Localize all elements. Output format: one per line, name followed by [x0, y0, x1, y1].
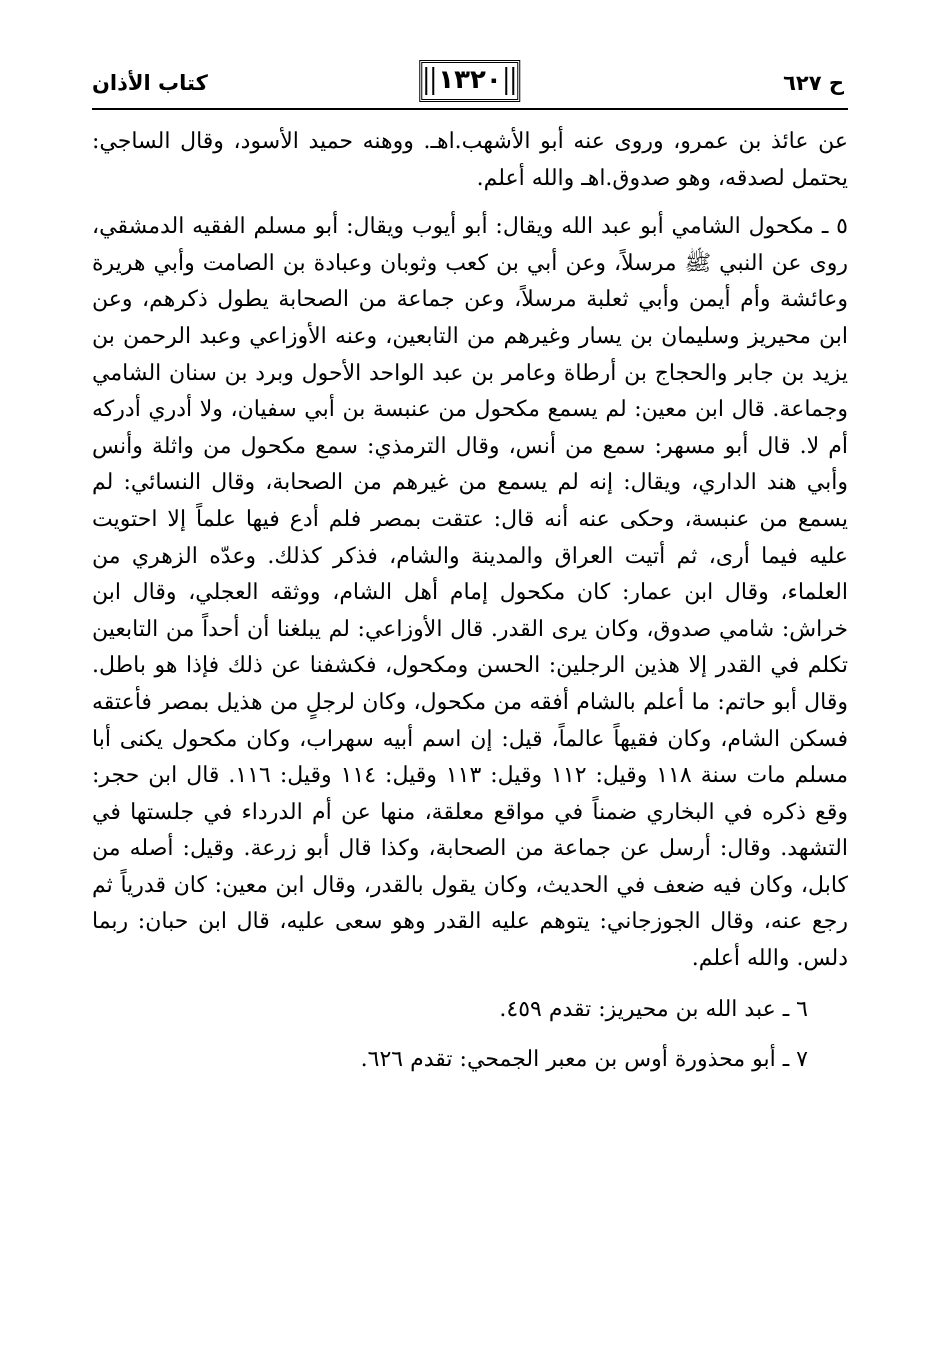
- volume-page-number: ح ٦٢٧: [783, 71, 844, 95]
- narrator-entry-6: ٦ ـ عبد الله بن محيريز: تقدم ٤٥٩.: [499, 996, 808, 1022]
- paragraph-continuation: عن عائذ بن عمرو، وروى عنه أبو الأشهب.اهـ. ووهنه حميد الأسود، وقال الساجي: يحتمل لصدقه، وهو صدوق.اهـ والله أعلم.: [92, 129, 848, 191]
- narrator-entry-7: ٧ ـ أبو محذورة أوس بن معبر الجمحي: تقدم ٦٢٦.: [360, 1047, 808, 1073]
- hadith-number-frame: ١٣٢٠: [419, 60, 520, 102]
- narrator-entry-5: ٥ ـ مكحول الشامي أبو عبد الله ويقال: أبو أيوب ويقال: أبو مسلم الفقيه الدمشقي، روى عن النبي ﷺ مرسلاً، وعن أبي بن كعب وثوبان وعبادة بن الصامت وأبي هريرة وعائشة وأم أيمن وأبي ثعلبة مرسلاً، وعن جماعة من الصحابة يطول ذكرهم، وعن ابن محيريز وسليمان بن يسار وغيرهم من التابعين، وعنه الأوزاعي وعبد الرحمن بن يزيد بن جابر والحجاج بن أرطاة وعامر بن عبد الواحد الأحول وبرد بن سنان الشامي وجماعة. قال ابن معين: لم يسمع مكحول من عنبسة بن أبي سفيان، ولا أدري أدركه أم لا. قال أبو مسهر: سمع من أنس، وقال الترمذي: سمع مكحول من واثلة وأنس وأبي هند الداري، ويقال: إنه لم يسمع من غيرهم من الصحابة، وقال النسائي: لم يسمع من عنبسة، وحكى عنه أنه قال: عتقت بمصر فلم أدع فيها علماً إلا احتويت عليه فيما أرى، ثم أتيت العراق والمدينة والشام، فذكر كذلك. وعدّه الزهري من العلماء، وقال ابن عمار: كان مكحول إمام أهل الشام، ووثقه العجلي، وقال ابن خراش: شامي صدوق، وكان يرى القدر. قال الأوزاعي: لم يبلغنا أن أحداً من التابعين تكلم في القدر إلا هذين الرجلين: الحسن ومكحول، فكشفنا عن ذلك فإذا هو باطل. وقال أبو حاتم: ما أعلم بالشام أفقه من مكحول، وكان لرجلٍ من هذيل بمصر فأعتقه فسكن الشام، وكان فقيهاً عالماً، قيل: إن اسم أبيه سهراب، وكان مكحول يكنى أبا مسلم مات سنة ١١٨ وقيل: ١١٢ وقيل: ١١٣ وقيل: ١١٤ وقيل: ١١٦. قال ابن حجر: وقع ذكره في البخاري ضمناً في مواقع معلقة، منها عن أم الدرداء في جلستها في التشهد. وقال: أرسل عن جماعة من الصحابة، وكذا قال أبو زرعة. وقيل: أصله من كابل، وكان فيه ضعف في الحديث، وكان يقول بالقدر، وقال ابن معين: كان قدرياً ثم رجع عنه، وقال الجوزجاني: يتوهم عليه القدر وهو سعى عليه، قال ابن حبان: ربما دلس. والله أعلم.: [92, 214, 848, 972]
- page-header: [92, 58, 848, 108]
- book-title: كتاب الأذان: [92, 71, 208, 95]
- book-page: [92, 58, 848, 1318]
- page-body: [92, 124, 848, 1079]
- header-rule: [92, 108, 848, 110]
